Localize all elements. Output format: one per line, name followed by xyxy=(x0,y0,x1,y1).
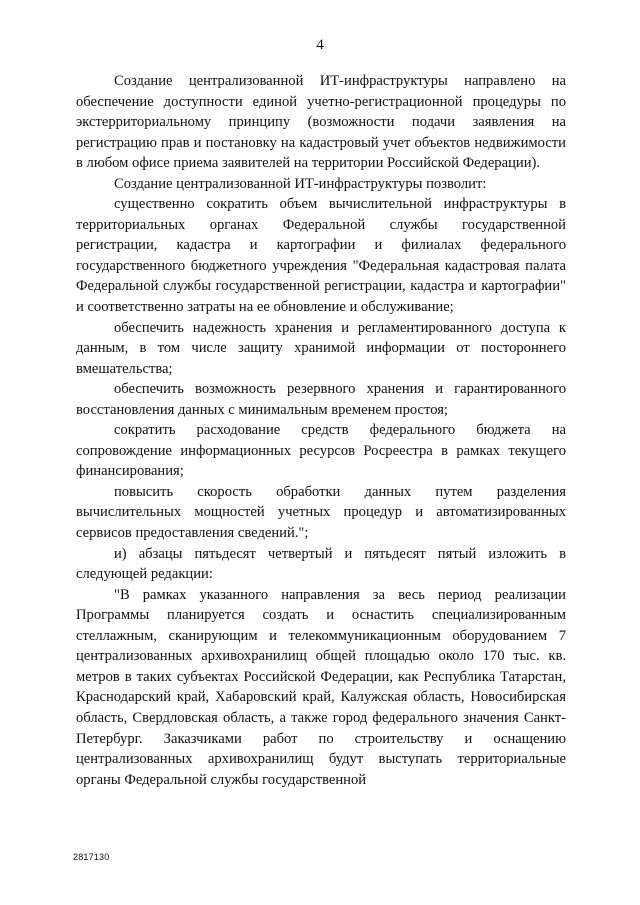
paragraph-reduce-budget: сократить расходование средств федерального бюджета на сопровождение информационных ресурсов Росреестра в рамках текущего финансирования; xyxy=(76,422,566,480)
paragraph-storage-reliability: обеспечить надежность хранения и регламентированного доступа к данным, в том числе защиту хранимой информации от постороннего вмешательства; xyxy=(76,319,566,377)
document-body xyxy=(76,71,566,790)
paragraph-it-infrastructure-intro: Создание централизованной ИТ-инфраструктуры позволит: xyxy=(114,175,487,192)
paragraph-reduce-infrastructure: существенно сократить объем вычислительной инфраструктуры в территориальных органах Федеральной службы государственной регистрации, кадастра и картографии и филиалах федерального государственного бюджетного учреждения "Федеральная кадастровая палата Федеральной службы государственной регистрации, кадастра и картографии" и соответственно затраты на ее обновление и обслуживание; xyxy=(76,196,566,316)
paragraph-archive-storage: "В рамках указанного направления за весь период реализации Программы планируется создать и оснастить специализированным стеллажным, сканирующим и телекоммуникационным оборудованием 7 централизованных архивохранилищ общей площадью около 170 тыс. кв. метров в таких субъектах Российской Федерации, как Республика Татарстан, Краснодарский край, Хабаровский край, Калужская область, Новосибирская область, Свердловская область, а также город федерального значения Санкт-Петербург. Заказчиками работ по строительству и оснащению централизованных архивохранилищ будут выступать территориальные органы Федеральной службы государственной xyxy=(76,586,566,788)
paragraph-backup-storage: обеспечить возможность резервного хранения и гарантированного восстановления данных с минимальным временем простоя; xyxy=(76,381,566,418)
document-code: 2817130 xyxy=(73,852,110,862)
paragraph-increase-speed: повысить скорость обработки данных путем разделения вычислительных мощностей учетных процедур и автоматизированных сервисов предоставления сведений."; xyxy=(76,483,566,542)
page-number: 4 xyxy=(316,37,324,53)
paragraph-amendment-i: и) абзацы пятьдесят четвертый и пятьдесят пятый изложить в следующей редакции: xyxy=(76,545,566,583)
paragraph-it-infrastructure-purpose: Создание централизованной ИТ-инфраструктуры направлено на обеспечение доступности единой учетно-регистрационной процедуры по экстерриториальному принципу (возможности подачи заявления на регистрацию прав и постановку на кадастровый учет объектов недвижимости в любом офисе приема заявителей на территории Российской Федерации). xyxy=(76,73,566,172)
